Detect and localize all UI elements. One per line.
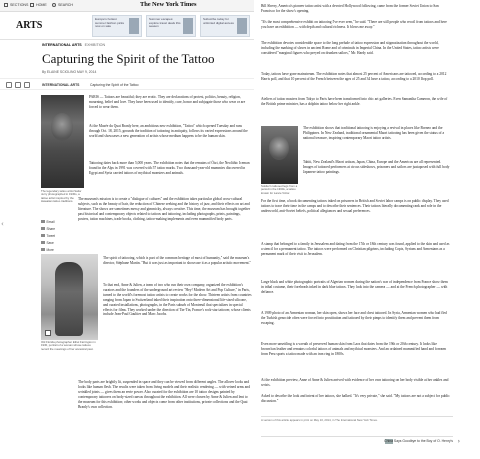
search-label: SEARCH — [58, 3, 73, 7]
article-toolbar — [0, 78, 254, 90]
paragraph-1: PARIS — Tattoos are beautiful; they are erotic. They are declarations of protest, politics, beauty, religion, mourning, belief and love. They have been used to identify, cure, honor and subjugate those who wear or are forced to wear them. — [89, 95, 246, 109]
twitter-icon — [41, 234, 45, 238]
section-breadcrumb — [42, 43, 105, 47]
photo-subject-2 — [55, 262, 83, 336]
bookmark-icon[interactable] — [6, 82, 12, 88]
article-photo-2[interactable] — [41, 254, 98, 340]
text-size-icon[interactable] — [24, 82, 30, 88]
toolbar-kicker: INTERNATIONAL ARTS — [42, 83, 80, 87]
menu-icon — [4, 3, 8, 7]
article-photo-1[interactable] — [41, 95, 84, 188]
right-paragraph-9: A stamp that belonged to a family in Jerusalem and dating from the 17th or 18th century was found, applied to the skin and used as a stencil for a permanent tattoo. The tattoos were performed on Christian pilgrims, including Copts, Syrians and Armenians as a permanent mark of their visit to Jerusalem. — [261, 242, 450, 256]
photo-1-caption: The legendary tattoo artist Sailor Jerry photographed in 1930s, a tattoo artist inspired by the Hawaiian tattoo traditions. — [41, 189, 82, 203]
byline: By ELAINE SCIOLINO MAY 9, 2014 — [42, 70, 97, 74]
ad-text-2: Summer escapes: explore travel deals this season — [149, 17, 181, 29]
share-email[interactable]: Email — [41, 218, 71, 225]
list-icon[interactable] — [15, 82, 21, 88]
paragraph-6: To that end, Anne & Julien, a team of two who run their own company, organized the exhibition's curators and the founders of the underground art review "Hey! Modern Art and Pop Culture," in Paris, turned to the world's foremost tattoo artists to create works for the show. Thirteen artists from countries ranging from Japan to Switzerland inked their inspiration onto three-dimensional life-sized silicone, and curated installations, photographs, in the Paris suburb of Montreuil that specializes in special effects for films. They worked under the direction of Tin-Tin, France's rock-star tattooer, whose clients include Jean-Paul Gaultier and Marc Jacobs. — [103, 283, 252, 317]
masthead[interactable]: ARTS — [16, 20, 43, 31]
ad-thumb-3 — [237, 18, 247, 34]
search-button[interactable] — [52, 3, 73, 7]
next-article-bar — [261, 436, 460, 445]
photo-2-caption: Old Florida photographer Ethel Farrington in 1930, portrait of a woman whose tattoos record the meanings of her ancestral past. — [41, 340, 96, 351]
right-paragraph-8: For the first time, a book documenting tattoos inked on prisoners in British and Soviet labor camps is on public display. They used tattoos to trace their time in the camps and to describe their sentences. Their tattoos literally documenting rank and role in the underworld, anti-Soviet beliefs, political allegiances and sexual preferences. — [261, 199, 449, 213]
save-icon — [41, 241, 45, 245]
section-kicker[interactable]: INTERNATIONAL ARTS — [42, 43, 82, 47]
share-twitter[interactable]: Tweet — [41, 232, 71, 239]
ad-banner-2[interactable] — [146, 15, 196, 37]
right-paragraph-6: The exhibition shows that traditional tattooing is enjoying a revival in places like Borneo and the Philippines. In New Zealand, traditional ornamental Maori tattooing has been given the status of a national treasure, inspiring contemporary Maori tattoo artists. — [303, 126, 445, 140]
previous-article-arrow-icon[interactable]: ‹ — [1, 220, 4, 228]
right-paragraph-14: Asked to describe the look and intent of her tattoos, she balked. "It's very private," she said. "My tattoos are not a subject for public discussion." — [261, 394, 450, 403]
sections-label: SECTIONS — [10, 3, 29, 7]
ad-thumb-1 — [129, 18, 139, 34]
paragraph-4: The museum's mission is to create a "dialogue of cultures" and the exhibition takes particular global cross-cultural subjects, such as the beauty of hair, the reduction of Chinese seeking and the history of jazz, and their effects on art and literature. The shows are sometimes messy and gimmicky, always creative. This time, the museum has brought together past historical and contemporary objects related to tattoos and tattooing, including photographs, prints, paintings, posters, tattoo machines, trade books, clothing, tattoo-making implements and even mummified body parts. — [78, 197, 251, 221]
right-paragraph-10: Large black and white photographic portraits of Algerian women during the nation's war of independence from France show them in tribal costume, their foreheads inked in dark blue tattoos. They look into the camera — and at the French photographer — with defiance. — [261, 280, 448, 294]
right-paragraph-11: A 1909 photo of an Armenian woman, her skin open, shows her face and chest tattooed. In Syria, Armenian women who had fled the Turkish genocide often were forced into prostitution and tattooed by their pimps to identify them and prevent them from escaping. — [261, 311, 447, 325]
ad-text-3: Subscribe today for unlimited digital access — [203, 17, 234, 25]
sections-button[interactable] — [4, 3, 28, 7]
right-paragraph-1: Bill Sherry, America's pioneer tattoo artist with a devoted Hollywood following, came from the former Soviet Union to San Francisco for the show's opening. — [261, 4, 439, 13]
share-more[interactable]: More — [41, 246, 71, 253]
share-facebook[interactable]: Share — [41, 225, 71, 232]
section-kicker-2[interactable]: EXHIBITION — [84, 43, 106, 47]
photo-3-caption: Soldier's tattooed legs from a period in the 1930s, a tattoo known for Lance Victor. — [261, 184, 298, 195]
toolbar-title: Capturing the Spirit of the Tattoo — [90, 83, 139, 87]
paragraph-2: At the Musée du Quai Branly here, an ambitious new exhibition, "Tattoo" which opened Tuesday and runs through Oct. 18, 2015, grounds the tradition of tattooing in antiquity, follows its varied expressions around the world and showcases a new generation of artists whose medium happens to be the human skin. — [89, 124, 248, 138]
chevron-right-icon[interactable]: › — [457, 438, 460, 445]
top-nav — [0, 0, 254, 12]
right-paragraph-4: Today, tattoos have gone mainstream. The exhibition notes that almost 25 percent of Americans are tattooed, according to a 2012 Harris poll, and that 10 percent of the French between the ages of 25 and 34 have a tattoo, according to a 2010 Ifop poll. — [261, 72, 447, 81]
paragraph-3: Tattooing dates back more than 5,000 years. The exhibition notes that the remains of Ötzi, the Neolithic Iceman found in the Alps in 1991 was covered with 57 tattoo marks. Two thousand-year-old mummies discovered in Egypt and Syria carried tattoos of mythical monsters and animals. — [89, 161, 250, 175]
search-icon — [52, 3, 56, 7]
home-icon — [30, 3, 34, 7]
right-paragraph-13: At the exhibition preview, Anne of Anne & Julien arrived with evidence of her own tattooing on her body visible at her ankles and wrists. — [261, 378, 449, 387]
ad-text-1: Europe's hottest summer fashion picks now on sale — [95, 17, 125, 29]
nyt-logo[interactable]: The New York Times — [140, 1, 197, 8]
ad-thumb-2 — [183, 18, 193, 34]
email-icon — [41, 220, 45, 224]
header — [0, 12, 254, 40]
share-save[interactable]: Save — [41, 239, 71, 246]
ad-banner-1[interactable] — [92, 15, 142, 37]
right-paragraph-3: The exhibition devotes considerable space to the long prelude of tattoo expression and stigmatization throughout the world, including the marking of slaves in ancient Rome and of criminals in Imperial China. In the United States, tattoo artists were considered "marginal figures who preyed on drunken sailors," Mr. Hardy said. — [261, 41, 439, 55]
right-paragraph-2: "It's the most comprehensive exhibit on tattooing I've ever seen," he said. "There are still people who recoil from tattoos and here you have an exhibition — with depth and cultural richness. It blows me away." — [261, 20, 447, 29]
print-note: A version of this article appears in print on May 10, 2014, in The International New York Times. — [261, 416, 453, 422]
paragraph-7: The body parts are brightly lit, suspended in space and they can be viewed from different angles. The allover looks and looks like human flesh. The results were taken from living models and their realistic rendering — with veined arms and wrinkled joints — gives them an eerie power. Also curated for the exhibition are 10 tattoo designs painted by contemporary tattooers on body-sized canvas throughout the exhibition. All were chosen by Anne & Julien and lent to the museum for this exhibition; other works and objects come from other institutions, private collections and the Quai Branly's own collection. — [78, 380, 250, 409]
share-tools — [41, 218, 71, 253]
article-title: Capturing the Spirit of the Tattoo — [42, 51, 215, 66]
home-button[interactable] — [30, 3, 47, 7]
article-photo-3[interactable] — [261, 126, 298, 184]
right-paragraph-5: Ateliers of tattoo masters from Tokyo to Paris have been transformed into chic art galleries. Even Samantha Cameron, the wife of the British prime minister, has a dolphin tattoo below her right ankle. — [261, 97, 448, 106]
paragraph-5: The spirit of tattooing, which is part of the common heritage of most of humanity," said the museum's director, Stéphane Martin. "But it was just as important to showcase it as a popular artistic movement." — [103, 256, 252, 265]
next-article-link[interactable]: China Says Goodbye to the Boy of O. Henry's — [384, 439, 453, 443]
zoom-icon[interactable] — [45, 330, 51, 336]
photo-subject — [51, 113, 73, 141]
facebook-icon — [41, 227, 45, 231]
right-paragraph-12: Even more unsettling is a wreath of preserved human skin from Laos that dates from the 19th or 20th century. It looks like brown/tan leather and remains colorful tattoos of animals and mythical monsters. And an ordained mummified hand and forearm from Peru sports a tattoo made with an iron ring in 1800s. — [261, 342, 447, 356]
ad-banner-3[interactable] — [200, 15, 250, 37]
more-icon — [41, 248, 45, 252]
home-label: HOME — [36, 3, 47, 7]
photo-subject-3 — [269, 136, 289, 160]
right-paragraph-7: Tahiti, New Zealand's Maori artisan, Japan, China, Europe and the Americas are all represented. Images of tattooed performers at circus sideshows, prisoners and sailors are juxtaposed with full body Japanese tattoo paintings. — [303, 160, 450, 174]
